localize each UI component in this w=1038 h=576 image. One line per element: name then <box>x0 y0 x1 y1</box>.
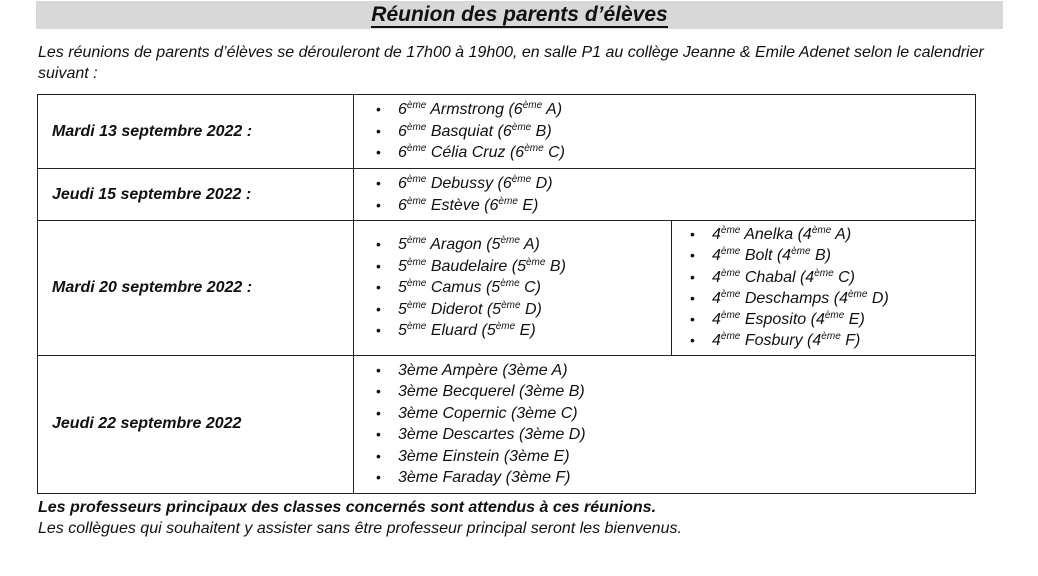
list-item: • 5ème Diderot (5ème D) <box>380 299 566 321</box>
grade-suffix: ème <box>720 310 741 322</box>
grade-suffix: ème <box>524 143 544 155</box>
grade-suffix: ème <box>720 331 741 343</box>
class-level: 5 <box>398 236 407 254</box>
bullet-icon: • <box>376 469 381 486</box>
grade-suffix: ème <box>720 246 741 258</box>
class-level: 6 <box>513 101 523 119</box>
list-item <box>376 381 975 403</box>
grade-suffix: ème <box>406 321 427 333</box>
class-letter: A <box>546 101 557 119</box>
class-level: 4 <box>815 311 825 329</box>
date-cell: Mardi 13 septembre 2022 : <box>38 95 354 169</box>
class-entry: 3ème Einstein (3ème E) <box>398 447 570 465</box>
classes-cell <box>354 169 976 221</box>
class-level: 6 <box>502 122 512 140</box>
class-name: Célia Cruz <box>430 144 506 162</box>
class-letter: E <box>522 196 533 214</box>
class-name: Deschamps <box>744 289 830 307</box>
class-level: 4 <box>712 289 721 307</box>
grade-suffix: ème <box>500 278 520 290</box>
class-level: 4 <box>712 332 721 350</box>
grade-suffix: ème <box>500 235 520 247</box>
grade-suffix: ème <box>814 267 834 279</box>
class-name: Estève <box>430 196 480 214</box>
class-level: 5 <box>398 300 407 318</box>
class-name: Basquiat <box>430 122 494 140</box>
list-item <box>376 446 975 468</box>
class-letter: B <box>535 122 547 140</box>
class-list <box>354 95 975 168</box>
grade-suffix: ème <box>811 225 832 236</box>
class-level: 4 <box>839 289 848 307</box>
list-item: • 6ème Célia Cruz (6ème C) <box>380 142 975 164</box>
grade-suffix: ème <box>406 121 427 133</box>
bullet-icon: • <box>376 196 381 213</box>
class-level: 6 <box>502 175 512 192</box>
class-letter: C <box>838 268 850 286</box>
class-level: 5 <box>398 257 407 275</box>
class-name: Baudelaire <box>430 257 508 275</box>
date-cell: Jeudi 15 septembre 2022 : <box>38 169 354 221</box>
class-letter: C <box>548 144 560 162</box>
grade-suffix: ème <box>522 100 543 112</box>
list-item: • 6ème Debussy (6ème D) <box>380 173 975 195</box>
bullet-icon: • <box>690 311 695 328</box>
class-level: 6 <box>398 122 407 140</box>
split-wrap <box>354 221 975 355</box>
grade-suffix: ème <box>511 121 532 133</box>
list-item <box>376 360 975 382</box>
grade-suffix: ème <box>498 195 518 207</box>
class-letter: C <box>524 279 536 297</box>
class-entry: 3ème Faraday (3ème F) <box>398 469 571 487</box>
bullet-icon: • <box>376 426 381 443</box>
class-level: 5 <box>491 279 501 297</box>
list-item: • 4ème Bolt (4ème B) <box>694 245 975 266</box>
class-name: Aragon <box>430 236 482 254</box>
grade-suffix: ème <box>526 256 546 268</box>
list-item <box>376 467 975 489</box>
grade-suffix: ème <box>720 288 741 300</box>
class-level: 4 <box>712 268 721 286</box>
bullet-icon: • <box>690 268 695 285</box>
grade-suffix: ème <box>406 278 427 290</box>
grade-suffix: ème <box>406 143 427 155</box>
list-item: • 4ème Anelka (4ème A) <box>694 224 975 245</box>
class-level: 4 <box>712 226 721 243</box>
list-item: • 5ème Aragon (5ème A) <box>380 234 566 256</box>
date-cell: Mardi 20 septembre 2022 : <box>38 221 354 356</box>
bullet-icon: • <box>376 101 381 118</box>
class-level: 4 <box>805 268 815 286</box>
classes-cell <box>354 95 976 169</box>
fourth-grade-column <box>672 221 975 355</box>
class-level: 4 <box>812 332 822 350</box>
class-list <box>354 169 975 220</box>
class-name: Debussy <box>430 175 494 192</box>
table-row <box>38 221 976 356</box>
title-bar <box>36 1 1003 29</box>
classes-cell <box>354 221 976 356</box>
footer-note: Les collègues qui souhaitent y assister sans être professeur principal seront les bienvenus. <box>38 520 682 537</box>
class-list <box>354 356 975 493</box>
class-level: 4 <box>802 226 812 243</box>
class-level: 6 <box>489 196 499 214</box>
list-item: • 6ème Basquiat (6ème B) <box>380 121 975 143</box>
class-letter: A <box>523 236 535 254</box>
bullet-icon: • <box>376 322 381 339</box>
class-level: 6 <box>398 144 407 162</box>
list-item <box>376 403 975 425</box>
class-name: Chabal <box>744 268 796 286</box>
class-entry: 3ème Ampère (3ème A) <box>398 361 568 379</box>
class-list <box>672 221 975 355</box>
grade-suffix: ème <box>495 321 516 333</box>
list-item: • 6ème Estève (6ème E) <box>380 195 975 217</box>
class-entry: 3ème Descartes (3ème D) <box>398 426 586 444</box>
class-level: 6 <box>515 144 525 162</box>
grade-suffix: ème <box>821 331 841 343</box>
class-letter: B <box>549 257 561 275</box>
list-item: • 4ème Fosbury (4ème F) <box>694 330 975 351</box>
class-level: 4 <box>712 247 721 265</box>
grade-suffix: ème <box>720 267 741 279</box>
class-letter: D <box>871 289 884 307</box>
list-item <box>376 424 975 446</box>
fifth-grade-column <box>354 221 672 355</box>
bullet-icon: • <box>690 289 695 306</box>
table-row <box>38 95 976 169</box>
class-level: 5 <box>492 300 502 318</box>
grade-suffix: ème <box>406 256 427 268</box>
class-level: 5 <box>398 322 407 340</box>
bullet-icon: • <box>376 279 381 296</box>
list-item: • 4ème Deschamps (4ème D) <box>694 288 975 309</box>
bullet-icon: • <box>376 404 381 421</box>
class-name: Diderot <box>430 300 483 318</box>
bullet-icon: • <box>376 300 381 317</box>
class-letter: A <box>835 226 846 243</box>
grade-suffix: ème <box>511 174 532 185</box>
bullet-icon: • <box>376 175 381 191</box>
schedule-table <box>37 94 976 494</box>
class-name: Camus <box>430 279 482 297</box>
class-name: Anelka <box>744 226 794 243</box>
bullet-icon: • <box>690 332 695 349</box>
class-level: 5 <box>517 257 526 275</box>
class-letter: F <box>845 332 855 350</box>
class-list <box>354 230 566 346</box>
list-item: • 4ème Esposito (4ème E) <box>694 309 975 330</box>
classes-cell <box>354 355 976 493</box>
grade-suffix: ème <box>406 235 427 247</box>
bullet-icon: • <box>376 257 381 274</box>
footer <box>38 497 1013 539</box>
class-entry: 3ème Becquerel (3ème B) <box>398 383 585 401</box>
bullet-icon: • <box>376 383 381 400</box>
class-letter: E <box>848 311 860 329</box>
list-item: • 4ème Chabal (4ème C) <box>694 267 975 288</box>
class-level: 4 <box>782 247 792 265</box>
table-row <box>38 355 976 493</box>
class-level: 5 <box>398 279 407 297</box>
class-letter: D <box>524 300 537 318</box>
list-item: • 5ème Eluard (5ème E) <box>380 320 566 342</box>
bullet-icon: • <box>690 226 695 242</box>
grade-suffix: ème <box>406 299 427 311</box>
grade-suffix: ème <box>406 174 427 185</box>
class-name: Bolt <box>744 247 773 265</box>
table-row <box>38 169 976 221</box>
class-entry: 3ème Copernic (3ème C) <box>398 404 578 422</box>
date-cell: Jeudi 22 septembre 2022 <box>38 355 354 493</box>
intro-text: Les réunions de parents d’élèves se dérouleront de 17h00 à 19h00, en salle P1 au collège Jeanne & Emile Adenet selon le calendrier suivant : <box>38 44 984 82</box>
bullet-icon: • <box>376 447 381 464</box>
bullet-icon: • <box>690 247 695 264</box>
bullet-icon: • <box>376 236 381 253</box>
list-item: • 5ème Baudelaire (5ème B) <box>380 256 566 278</box>
grade-suffix: ème <box>824 310 845 322</box>
grade-suffix: ème <box>720 225 741 236</box>
list-item: • 5ème Camus (5ème C) <box>380 277 566 299</box>
list-item: • 6ème Armstrong (6ème A) <box>380 99 975 121</box>
class-name: Eluard <box>430 322 478 340</box>
grade-suffix: ème <box>791 246 811 258</box>
class-level: 4 <box>712 311 721 329</box>
class-name: Armstrong <box>430 101 505 119</box>
class-name: Esposito <box>744 311 807 329</box>
grade-suffix: ème <box>847 288 868 300</box>
class-level: 6 <box>398 175 407 192</box>
grade-suffix: ème <box>501 299 521 311</box>
class-level: 5 <box>486 322 496 340</box>
class-letter: B <box>814 247 826 265</box>
bullet-icon: • <box>376 144 381 161</box>
page-title: Réunion des parents d’élèves <box>371 3 668 26</box>
class-letter: D <box>535 175 548 192</box>
grade-suffix: ème <box>406 195 427 207</box>
bullet-icon: • <box>376 122 381 139</box>
class-letter: E <box>519 322 531 340</box>
class-level: 5 <box>491 236 501 254</box>
class-level: 6 <box>398 196 407 214</box>
grade-suffix: ème <box>406 100 427 112</box>
bullet-icon: • <box>376 361 381 378</box>
class-name: Fosbury <box>744 332 803 350</box>
class-level: 6 <box>398 101 407 119</box>
footer-bold-note: Les professeurs principaux des classes concernés sont attendus à ces réunions. <box>38 499 657 516</box>
